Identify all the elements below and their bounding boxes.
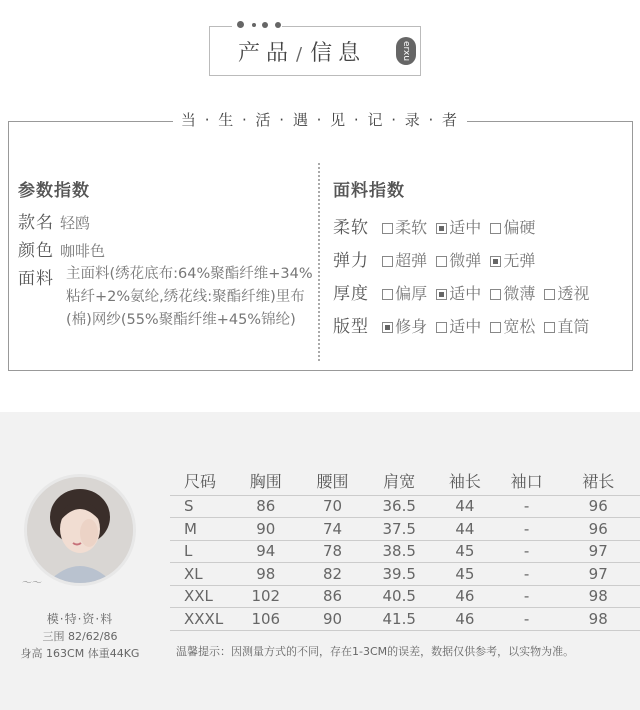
table-cell: 97 [556, 563, 640, 586]
table-cell: 94 [232, 540, 300, 563]
table-cell: L [170, 540, 232, 563]
table-cell: 44 [433, 495, 497, 518]
motto: 当 · 生 · 活 · 遇 · 见 · 记 · 录 · 者 [0, 109, 640, 130]
checkbox-icon [490, 289, 501, 300]
table-cell: XXL [170, 585, 232, 608]
table-cell: 96 [556, 495, 640, 518]
checkbox-icon [544, 289, 555, 300]
table-cell: - [497, 608, 557, 631]
checkbox-icon [544, 322, 555, 333]
checkbox-checked-icon [436, 223, 447, 234]
table-cell: 82 [300, 563, 366, 586]
fabric-row-softness: 柔软 柔软 适中 偏硬 [333, 218, 536, 238]
table-cell: 98 [232, 563, 300, 586]
table-cell: 37.5 [365, 518, 433, 541]
decorative-dots [232, 18, 282, 32]
size-table [170, 467, 640, 631]
model-measurements: 三围 82/62/86 [42, 630, 118, 643]
fabric-row-thickness: 厚度 偏厚 适中 微薄 透视 [333, 284, 590, 304]
table-cell: 45 [433, 540, 497, 563]
table-cell: 70 [300, 495, 366, 518]
table-row [170, 518, 640, 541]
table-cell: 106 [232, 608, 300, 631]
fabric-composition: 主面料(绣花底布:64%聚酯纤维+34%粘纤+2%氨纶,绣花线:聚酯纤维)里布(棉)网纱(55%聚酯纤维+45%锦纶) [66, 266, 313, 328]
table-cell: 98 [556, 608, 640, 631]
table-cell: 97 [556, 540, 640, 563]
table-row [170, 495, 640, 518]
table-cell: 44 [433, 518, 497, 541]
column-divider [318, 163, 320, 361]
table-row [170, 585, 640, 608]
checkbox-icon [382, 223, 393, 234]
checkbox-icon [382, 256, 393, 267]
table-cell: 41.5 [365, 608, 433, 631]
table-cell: - [497, 518, 557, 541]
fabric-row-fit: 版型 修身 适中 宽松 直筒 [333, 317, 590, 337]
checkbox-checked-icon [436, 289, 447, 300]
table-cell: 96 [556, 518, 640, 541]
measurement-tip: 温馨提示：因测量方式的不同，存在1-3CM的误差，数据仅供参考，以实物为准。 [176, 645, 575, 658]
table-row [170, 540, 640, 563]
fabric-heading: 面料指数 [333, 181, 405, 201]
table-cell: - [497, 540, 557, 563]
fabric-row-elasticity: 弹力 超弹 微弹 无弹 [333, 251, 536, 271]
model-caption: 模·特·资·料 [46, 612, 114, 626]
table-cell: - [497, 495, 557, 518]
table-cell: 86 [300, 585, 366, 608]
wave-decoration: ～～ [22, 578, 42, 589]
table-cell: - [497, 585, 557, 608]
table-cell: 102 [232, 585, 300, 608]
param-row-color: 颜色 咖啡色 [18, 241, 106, 261]
checkbox-checked-icon [382, 322, 393, 333]
table-cell: 45 [433, 563, 497, 586]
page-title: 产品 /信息 [238, 41, 367, 66]
checkbox-icon [436, 322, 447, 333]
table-cell: 86 [232, 495, 300, 518]
table-cell: 38.5 [365, 540, 433, 563]
checkbox-icon [490, 223, 501, 234]
table-cell: 39.5 [365, 563, 433, 586]
table-cell: XXXL [170, 608, 232, 631]
table-cell: 74 [300, 518, 366, 541]
table-cell: 46 [433, 608, 497, 631]
table-cell: 36.5 [365, 495, 433, 518]
table-row [170, 608, 640, 631]
checkbox-icon [436, 256, 447, 267]
params-heading: 参数指数 [18, 181, 90, 201]
table-cell: 40.5 [365, 585, 433, 608]
param-row-name: 款名 轻鸥 [18, 213, 91, 233]
checkbox-icon [490, 322, 501, 333]
table-cell: 46 [433, 585, 497, 608]
model-avatar [24, 474, 136, 586]
table-cell: 90 [232, 518, 300, 541]
table-cell: 90 [300, 608, 366, 631]
brand-badge: erxu [396, 37, 416, 65]
checkbox-icon [382, 289, 393, 300]
table-cell: - [497, 563, 557, 586]
table-cell: 78 [300, 540, 366, 563]
table-cell: S [170, 495, 232, 518]
table-cell: XL [170, 563, 232, 586]
table-cell: M [170, 518, 232, 541]
checkbox-checked-icon [490, 256, 501, 267]
param-row-fabric: 面料 [18, 269, 54, 289]
table-cell: 98 [556, 585, 640, 608]
size-table-header: 尺码 胸围 腰围 肩宽 袖长 袖口 裙长 [170, 467, 640, 495]
model-height-weight: 身高 163CM 体重44KG [20, 647, 140, 660]
table-row [170, 563, 640, 586]
